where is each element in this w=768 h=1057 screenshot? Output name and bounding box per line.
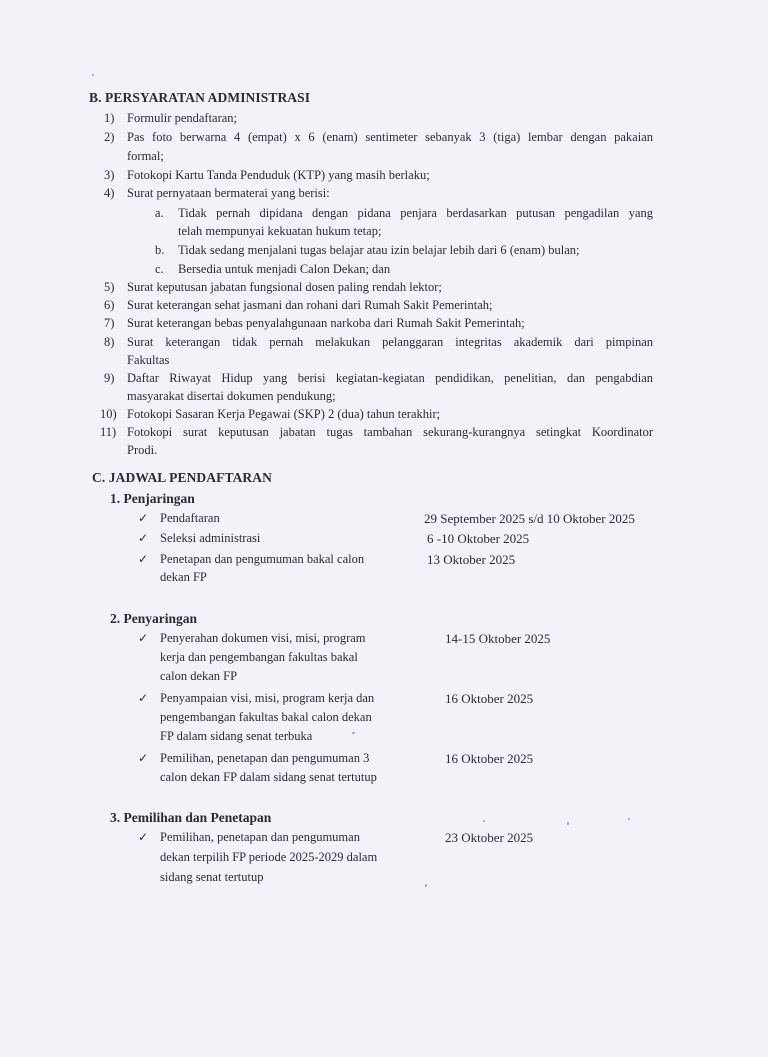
schedule-activity-continued: sidang senat tertutup [160,870,264,884]
schedule-date: 6 -10 Oktober 2025 [427,531,530,546]
schedule-activity: Pendaftaran [160,511,220,525]
item-number: 5) [104,280,115,294]
checkmark-icon: ✓ [138,552,149,566]
schedule-activity-continued: pengembangan fakultas bakal calon dekan [160,710,372,724]
item-text: Fotokopi Sasaran Kerja Pegawai (SKP) 2 (dua) tahun terakhir; [127,407,441,421]
schedule-activity-continued: kerja dan pengembangan fakultas bakal [160,650,358,664]
item-text: Surat keterangan sehat jasmani dan rohani dari Rumah Sakit Pemerintah; [127,298,493,312]
scan-speck [483,820,485,822]
schedule-activity: Seleksi administrasi [160,531,261,545]
item-text-continued: masyarakat disertai dokumen pendukung; [127,389,336,403]
item-text: Surat keputusan jabatan fungsional dosen paling rendah lektor; [127,280,442,294]
schedule-date: 14-15 Oktober 2025 [445,631,551,646]
checkmark-icon: ✓ [138,751,149,765]
schedule-activity-continued: calon dekan FP [160,669,238,683]
subitem-letter: a. [155,206,164,220]
item-text: Daftar Riwayat Hidup yang berisi kegiatan-kegiatan pendidikan, penelitian, dan pengabdian [127,371,653,385]
stage-title: 2. Penyaringan [110,611,198,626]
scan-speck [628,818,630,820]
schedule-date: 29 September 2025 s/d 10 Oktober 2025 [424,511,635,526]
subitem-letter: c. [155,262,164,276]
schedule-activity: Penetapan dan pengumuman bakal calon [160,552,365,566]
scan-speck [567,822,569,825]
item-number: 3) [104,168,115,182]
section-c-title: C. JADWAL PENDAFTARAN [92,470,272,485]
schedule-activity-continued: calon dekan FP dalam sidang senat tertutup [160,770,377,784]
item-text-continued: formal; [127,149,164,163]
schedule-activity: Pemilihan, penetapan dan pengumuman 3 [160,751,370,765]
item-text: Fotokopi surat keputusan jabatan tugas tambahan sekurang-kurangnya setingkat Koordinator [127,425,653,439]
subitem-text: Bersedia untuk menjadi Calon Dekan; dan [178,262,391,276]
scan-speck [425,884,427,887]
item-number: 8) [104,335,115,349]
scan-speck [92,74,94,76]
schedule-activity-continued: dekan FP [160,570,207,584]
schedule-date: 23 Oktober 2025 [445,830,534,845]
stage-title: 1. Penjaringan [110,491,195,506]
schedule-activity: Penyerahan dokumen visi, misi, program [160,631,366,645]
checkmark-icon: ✓ [138,631,149,645]
checkmark-icon: ✓ [138,511,149,525]
item-number: 6) [104,298,115,312]
item-number: 2) [104,130,115,144]
item-number: 4) [104,186,115,200]
item-text-continued: Fakultas [127,353,170,367]
subitem-letter: b. [155,243,165,257]
item-number: 1) [104,111,115,125]
section-b-title: B. PERSYARATAN ADMINISTRASI [89,90,311,105]
item-number: 11) [100,425,117,439]
item-text: Formulir pendaftaran; [127,111,238,125]
schedule-activity: Pemilihan, penetapan dan pengumuman [160,830,360,844]
item-text: Surat keterangan tidak pernah melakukan pelanggaran integritas akademik dari pimpinan [127,335,653,349]
checkmark-icon: ✓ [138,531,149,545]
scan-speck [352,732,355,734]
item-text: Fotokopi Kartu Tanda Penduduk (KTP) yang masih berlaku; [127,168,430,182]
schedule-activity-continued: FP dalam sidang senat terbuka [160,729,313,743]
item-text: Surat keterangan bebas penyalahgunaan narkoba dari Rumah Sakit Pemerintah; [127,316,525,330]
schedule-activity: Penyampaian visi, misi, program kerja dan [160,691,375,705]
subitem-text: Tidak sedang menjalani tugas belajar atau izin belajar lebih dari 6 (enam) bulan; [178,243,580,257]
subitem-text-continued: telah mempunyai kekuatan hukum tetap; [178,224,382,238]
schedule-date: 16 Oktober 2025 [445,691,534,706]
schedule-date: 13 Oktober 2025 [427,552,516,567]
checkmark-icon: ✓ [138,691,149,705]
stage-title: 3. Pemilihan dan Penetapan [110,810,272,825]
subitem-text: Tidak pernah dipidana dengan pidana penjara berdasarkan putusan pengadilan yang [178,206,653,220]
item-number: 7) [104,316,115,330]
schedule-date: 16 Oktober 2025 [445,751,534,766]
item-text: Pas foto berwarna 4 (empat) x 6 (enam) sentimeter sebanyak 3 (tiga) lembar dengan pakaian [127,130,653,144]
item-number: 9) [104,371,115,385]
item-text-continued: Prodi. [127,443,158,457]
checkmark-icon: ✓ [138,830,149,844]
item-number: 10) [100,407,117,421]
schedule-activity-continued: dekan terpilih FP periode 2025-2029 dalam [160,850,378,864]
item-text: Surat pernyataan bermaterai yang berisi: [127,186,330,200]
